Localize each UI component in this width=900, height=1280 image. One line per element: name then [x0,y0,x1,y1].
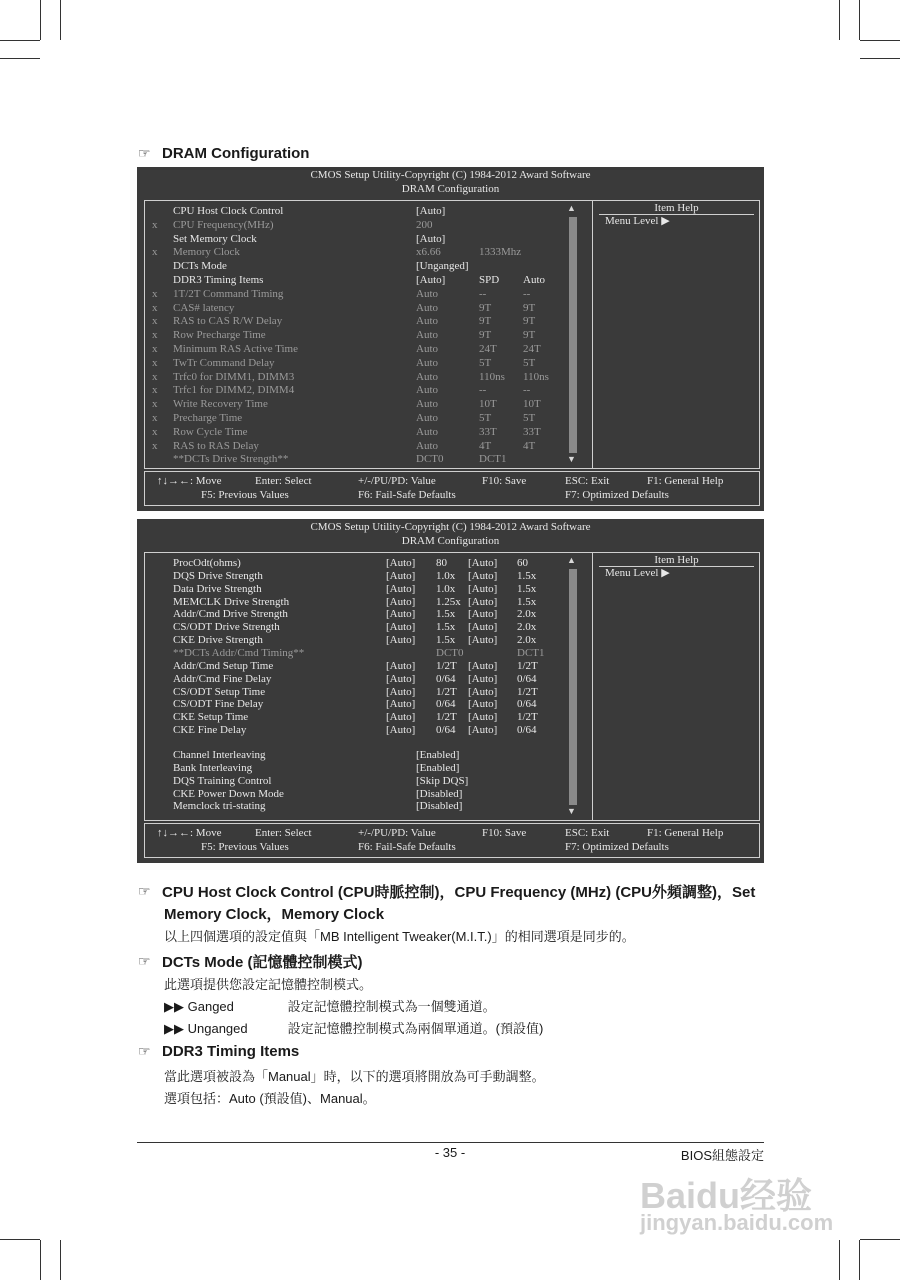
setting-v3: -- [523,384,531,397]
section-title-text: DRAM Configuration [162,145,310,162]
setting-x: x [152,370,158,383]
setting-name: Memory Clock [173,246,240,259]
setting-v1: Auto [416,384,438,397]
bios-header-title: CMOS Setup Utility-Copyright (C) 1984-2012 Award Software [310,169,591,181]
setting-v1: [Auto] [416,274,446,286]
setting-name: RAS to CAS R/W Delay [173,315,283,328]
key-failsafe: F6: Fail-Safe Defaults [358,489,456,501]
setting-name: Row Cycle Time [173,425,248,438]
bios-setting-row[interactable] [145,723,585,737]
scroll-down-icon[interactable]: ▼ [567,454,576,464]
setting-a: [Auto] [386,659,416,672]
key-exit: ESC: Exit [565,475,610,487]
setting-v1: Auto [416,329,438,342]
setting-name: Memclock tri-stating [173,800,266,813]
setting-a: [Auto] [386,582,416,595]
setting-c: [Auto] [468,557,498,569]
pointing-hand-icon: ☞ [138,145,151,161]
setting-d: 1.5x [517,595,537,608]
bios-setting-row[interactable] [145,342,585,356]
setting-name: MEMCLK Drive Strength [173,595,290,608]
option-value: 設定記憶體控制模式為兩個單通道。(預設值) [287,1021,544,1036]
watermark-logo: Baidu经验 [640,1175,813,1216]
setting-name: CPU Frequency(MHz) [173,218,274,231]
setting-c: [Auto] [468,595,498,608]
setting-name: CPU Host Clock Control [173,205,284,217]
bios-setting-row[interactable] [145,218,585,232]
setting-d: 0/64 [517,672,537,685]
setting-v3: 9T [523,315,536,328]
setting-a: [Auto] [386,595,416,608]
setting-b: 0/64 [436,672,456,685]
double-arrow-icon: ▶▶ [164,1021,184,1036]
key-save: F10: Save [482,475,527,487]
setting-x: x [152,301,158,314]
section-title [138,145,309,162]
setting-v3: -- [523,287,531,300]
setting-v3: 33T [523,425,541,438]
key-optimized: F7: Optimized Defaults [565,489,669,501]
setting-c: [Auto] [468,698,498,711]
setting-b: 1.5x [436,608,456,621]
setting-b: 1.5x [436,621,456,634]
crop-mark [0,58,40,59]
pointing-hand-icon: ☞ [138,953,151,969]
bios-setting-row[interactable] [145,425,585,439]
setting-b: DCT0 [436,646,464,659]
triangle-right-icon: ▶ [661,215,670,227]
setting-name: DCTs Mode [173,260,227,273]
setting-b: 0/64 [436,698,456,711]
setting-name: Addr/Cmd Setup Time [173,659,274,672]
setting-a: [Auto] [386,634,416,647]
setting-d: 1.5x [517,569,537,582]
paragraph: 選項包括：Auto (預設值)、Manual。 [164,1091,376,1106]
setting-v2: 24T [479,343,497,355]
setting-v: [Skip DQS] [416,774,469,787]
bios-key-legend [144,471,760,506]
setting-v2: 1333Mhz [479,246,522,259]
key-move: ↑↓→←: Move [157,475,222,487]
bios-header [137,519,764,548]
setting-a: [Auto] [386,685,416,698]
setting-x: x [152,412,158,424]
key-exit: ESC: Exit [565,827,610,839]
setting-v2: 4T [479,439,492,452]
setting-c: [Auto] [468,711,498,724]
key-save: F10: Save [482,827,527,839]
setting-x: x [152,439,158,452]
setting-v1: Auto [416,301,438,314]
setting-name: CKE Drive Strength [173,634,263,647]
setting-name: TwTr Command Delay [173,356,275,369]
bios-setting-row[interactable] [145,287,585,301]
item-help-title: Item Help [599,202,754,215]
bios-main-panel [144,552,760,821]
setting-x: x [152,287,158,300]
setting-name: Channel Interleaving [173,749,266,761]
setting-name: ProcOdt(ohms) [173,557,241,569]
bios-main-panel [144,200,760,469]
page-number: - 35 - [434,1145,466,1160]
setting-x: x [152,246,158,259]
setting-name: CS/ODT Drive Strength [173,621,280,634]
paragraph: 當此選項被設為「Manual」時，以下的選項將開放為可手動調整。 [164,1069,545,1084]
setting-x: x [152,425,158,438]
menu-level-label: Menu Level ▶ [605,567,670,579]
setting-d: 1/2T [517,659,538,672]
setting-c: [Auto] [468,724,498,737]
setting-v1: 200 [416,218,433,231]
key-previous: F5: Previous Values [201,841,289,853]
setting-b: 1.5x [436,634,456,647]
scroll-up-icon[interactable]: ▲ [567,203,576,213]
crop-mark [0,1239,40,1240]
setting-v2: 9T [479,315,492,328]
setting-v1: [Auto] [416,232,446,245]
setting-v2: SPD [479,274,500,286]
setting-name: DDR3 Timing Items [173,274,264,286]
setting-name: Minimum RAS Active Time [173,343,298,355]
setting-v1: DCT0 [416,453,444,466]
bios-setting-row[interactable] [145,799,585,813]
setting-v2: 33T [479,425,497,438]
setting-v1: Auto [416,356,438,369]
setting-a: [Auto] [386,569,416,582]
crop-mark [60,0,61,40]
key-previous: F5: Previous Values [201,489,289,501]
bios-header [137,167,764,196]
setting-v: [Disabled] [416,800,463,813]
setting-name: Set Memory Clock [173,232,257,245]
setting-b: 1.0x [436,582,456,595]
bios-setting-row[interactable] [145,370,585,384]
crop-mark [0,40,40,41]
crop-mark [860,1239,900,1240]
setting-v1: Auto [416,425,438,438]
setting-v3: 5T [523,412,536,424]
setting-d: 0/64 [517,698,537,711]
setting-name: CKE Fine Delay [173,724,247,737]
setting-v2: 9T [479,301,492,314]
triangle-right-icon: ▶ [661,567,670,579]
option-key: Unganged [187,1021,248,1036]
item-help-title: Item Help [599,554,754,567]
setting-name: DQS Training Control [173,774,272,787]
setting-v1: Auto [416,370,438,383]
paragraph: 此選項提供您設定記憶體控制模式。 [164,977,373,992]
setting-c: [Auto] [468,659,498,672]
setting-name: Bank Interleaving [173,761,253,774]
heading-text: DDR3 Timing Items [162,1043,300,1060]
bios-header-subtitle: DRAM Configuration [401,535,500,547]
setting-v: [Enabled] [416,761,460,774]
setting-a: [Auto] [386,608,416,621]
setting-c: [Auto] [468,608,498,621]
key-value: +/-/PU/PD: Value [358,827,436,839]
option-unganged [164,1018,543,1037]
setting-name: Data Drive Strength [173,582,262,595]
setting-d: 2.0x [517,634,537,647]
setting-name: CS/ODT Fine Delay [173,698,264,711]
setting-v1: [Auto] [416,205,446,217]
bios-setting-row[interactable] [145,397,585,411]
setting-x: x [152,356,158,369]
crop-mark [859,1240,860,1280]
setting-v1: Auto [416,439,438,452]
setting-v1: Auto [416,412,438,424]
crop-mark [40,0,41,40]
setting-v2: -- [479,287,487,300]
setting-d: 0/64 [517,724,537,737]
setting-name: CKE Power Down Mode [173,787,284,800]
crop-mark [860,58,900,59]
setting-x: x [152,343,158,355]
heading-continuation: Memory Clock，Memory Clock [164,906,385,923]
setting-v1: x6.66 [416,246,441,259]
footer-chapter: BIOS組態設定 [680,1148,764,1163]
setting-v1: Auto [416,315,438,328]
bios-setting-row[interactable] [145,452,585,466]
setting-v2: 5T [479,412,492,424]
double-arrow-icon: ▶▶ [164,999,184,1014]
pointing-hand-icon: ☞ [138,1043,151,1059]
setting-d: 60 [517,557,528,569]
setting-v2: -- [479,384,487,397]
setting-a: [Auto] [386,698,416,711]
bios-setting-row[interactable] [145,259,585,273]
setting-v: [Disabled] [416,787,463,800]
bios-header-subtitle: DRAM Configuration [401,183,500,195]
pointing-hand-icon: ☞ [138,883,151,899]
setting-a: [Auto] [386,672,416,685]
setting-name: Row Precharge Time [173,329,266,342]
setting-c: [Auto] [468,569,498,582]
crop-mark [860,40,900,41]
setting-name: Precharge Time [173,412,243,424]
bios-key-legend [144,823,760,858]
key-failsafe: F6: Fail-Safe Defaults [358,841,456,853]
setting-name: CKE Setup Time [173,711,249,724]
key-value: +/-/PU/PD: Value [358,475,436,487]
setting-name: RAS to RAS Delay [173,439,259,452]
key-enter: Enter: Select [255,827,312,839]
key-enter: Enter: Select [255,475,312,487]
bios-setting-row[interactable] [145,301,585,315]
setting-a: [Auto] [386,724,416,737]
crop-mark [40,1240,41,1280]
setting-x: x [152,384,158,397]
setting-name: Trfc1 for DIMM2, DIMM4 [173,384,295,397]
setting-v3: Auto [523,274,545,286]
bios-setting-row[interactable] [145,204,585,218]
setting-name: CS/ODT Setup Time [173,685,266,698]
key-help: F1: General Help [647,827,724,839]
setting-name: Addr/Cmd Fine Delay [173,672,272,685]
footer-rule [137,1142,764,1143]
setting-v1: [Unganged] [416,260,469,273]
setting-c: [Auto] [468,621,498,634]
setting-name: **DCTs Addr/Cmd Timing** [173,646,305,659]
setting-a: [Auto] [386,621,416,634]
bios-header-title: CMOS Setup Utility-Copyright (C) 1984-2012 Award Software [310,521,591,533]
setting-v3: 9T [523,329,536,342]
setting-c: [Auto] [468,634,498,647]
setting-v2: DCT1 [479,453,507,466]
bios-setting-row[interactable] [145,314,585,328]
crop-mark [859,0,860,40]
bios-setting-row[interactable] [145,356,585,370]
paragraph: 以上四個選項的設定值與「MB Intelligent Tweaker(M.I.T.)」的相同選項是同步的。 [164,929,635,944]
bios-screen-2 [137,519,764,863]
bios-setting-row[interactable] [145,383,585,397]
bios-setting-row[interactable] [145,411,585,425]
setting-name: Trfc0 for DIMM1, DIMM3 [173,370,295,383]
setting-v2: 5T [479,356,492,369]
panel-divider [592,201,593,468]
setting-name: DQS Drive Strength [173,569,263,582]
heading-ddr3-timing [138,1043,299,1060]
key-move: ↑↓→←: Move [157,827,222,839]
setting-v3: 9T [523,301,536,314]
option-ganged [164,996,496,1015]
setting-a: [Auto] [386,557,416,569]
setting-v3: 5T [523,356,536,369]
setting-d: 1/2T [517,685,538,698]
scroll-down-icon[interactable]: ▼ [567,806,576,816]
setting-v1: Auto [416,398,438,411]
setting-v2: 110ns [479,370,505,383]
bios-setting-row[interactable] [145,439,585,453]
setting-x: x [152,398,158,411]
crop-mark [839,0,840,40]
setting-d: 2.0x [517,621,537,634]
option-key: Ganged [187,999,234,1014]
setting-x: x [152,329,158,342]
setting-c: [Auto] [468,672,498,685]
setting-b: 1.25x [436,595,461,608]
bios-setting-row[interactable] [145,273,585,287]
setting-x: x [152,218,158,231]
setting-b: 80 [436,557,447,569]
setting-name: Addr/Cmd Drive Strength [173,608,288,621]
watermark-url: jingyan.baidu.com [640,1210,834,1235]
setting-v2: 10T [479,398,497,411]
setting-v3: 10T [523,398,541,411]
heading-dcts-mode [138,951,363,972]
heading-text: DCTs Mode (記憶體控制模式) [162,954,363,971]
key-help: F1: General Help [647,475,724,487]
setting-name: CAS# latency [173,301,235,314]
setting-b: 1/2T [436,711,457,724]
setting-v3: 110ns [523,370,549,383]
bios-setting-row[interactable] [145,232,585,246]
setting-v1: Auto [416,343,438,355]
setting-b: 1.0x [436,569,456,582]
setting-a: [Auto] [386,711,416,724]
setting-x: x [152,315,158,328]
setting-name: 1T/2T Command Timing [173,287,284,300]
panel-divider [592,553,593,820]
setting-c: [Auto] [468,685,498,698]
option-value: 設定記憶體控制模式為一個雙通道。 [287,999,496,1014]
setting-b: 1/2T [436,659,457,672]
setting-v3: 24T [523,343,541,355]
setting-name: **DCTs Drive Strength** [173,453,289,466]
setting-v: [Enabled] [416,749,460,761]
setting-d: DCT1 [517,646,545,659]
crop-mark [839,1240,840,1280]
scroll-up-icon[interactable]: ▲ [567,555,576,565]
setting-b: 1/2T [436,685,457,698]
menu-level-label: Menu Level ▶ [605,215,670,227]
heading-cpu-host-clock [138,881,755,902]
key-optimized: F7: Optimized Defaults [565,841,669,853]
setting-v2: 9T [479,329,492,342]
setting-b: 0/64 [436,724,456,737]
setting-d: 1.5x [517,582,537,595]
setting-d: 2.0x [517,608,537,621]
bios-screen-1 [137,167,764,511]
setting-c: [Auto] [468,582,498,595]
setting-v1: Auto [416,287,438,300]
bios-setting-row[interactable] [145,328,585,342]
bios-setting-row[interactable] [145,245,585,259]
setting-d: 1/2T [517,711,538,724]
setting-name: Write Recovery Time [173,398,268,411]
setting-v3: 4T [523,439,536,452]
crop-mark [60,1240,61,1280]
heading-text: CPU Host Clock Control (CPU時脈控制)，CPU Frequency (MHz) (CPU外頻調整)，Set [162,884,756,901]
